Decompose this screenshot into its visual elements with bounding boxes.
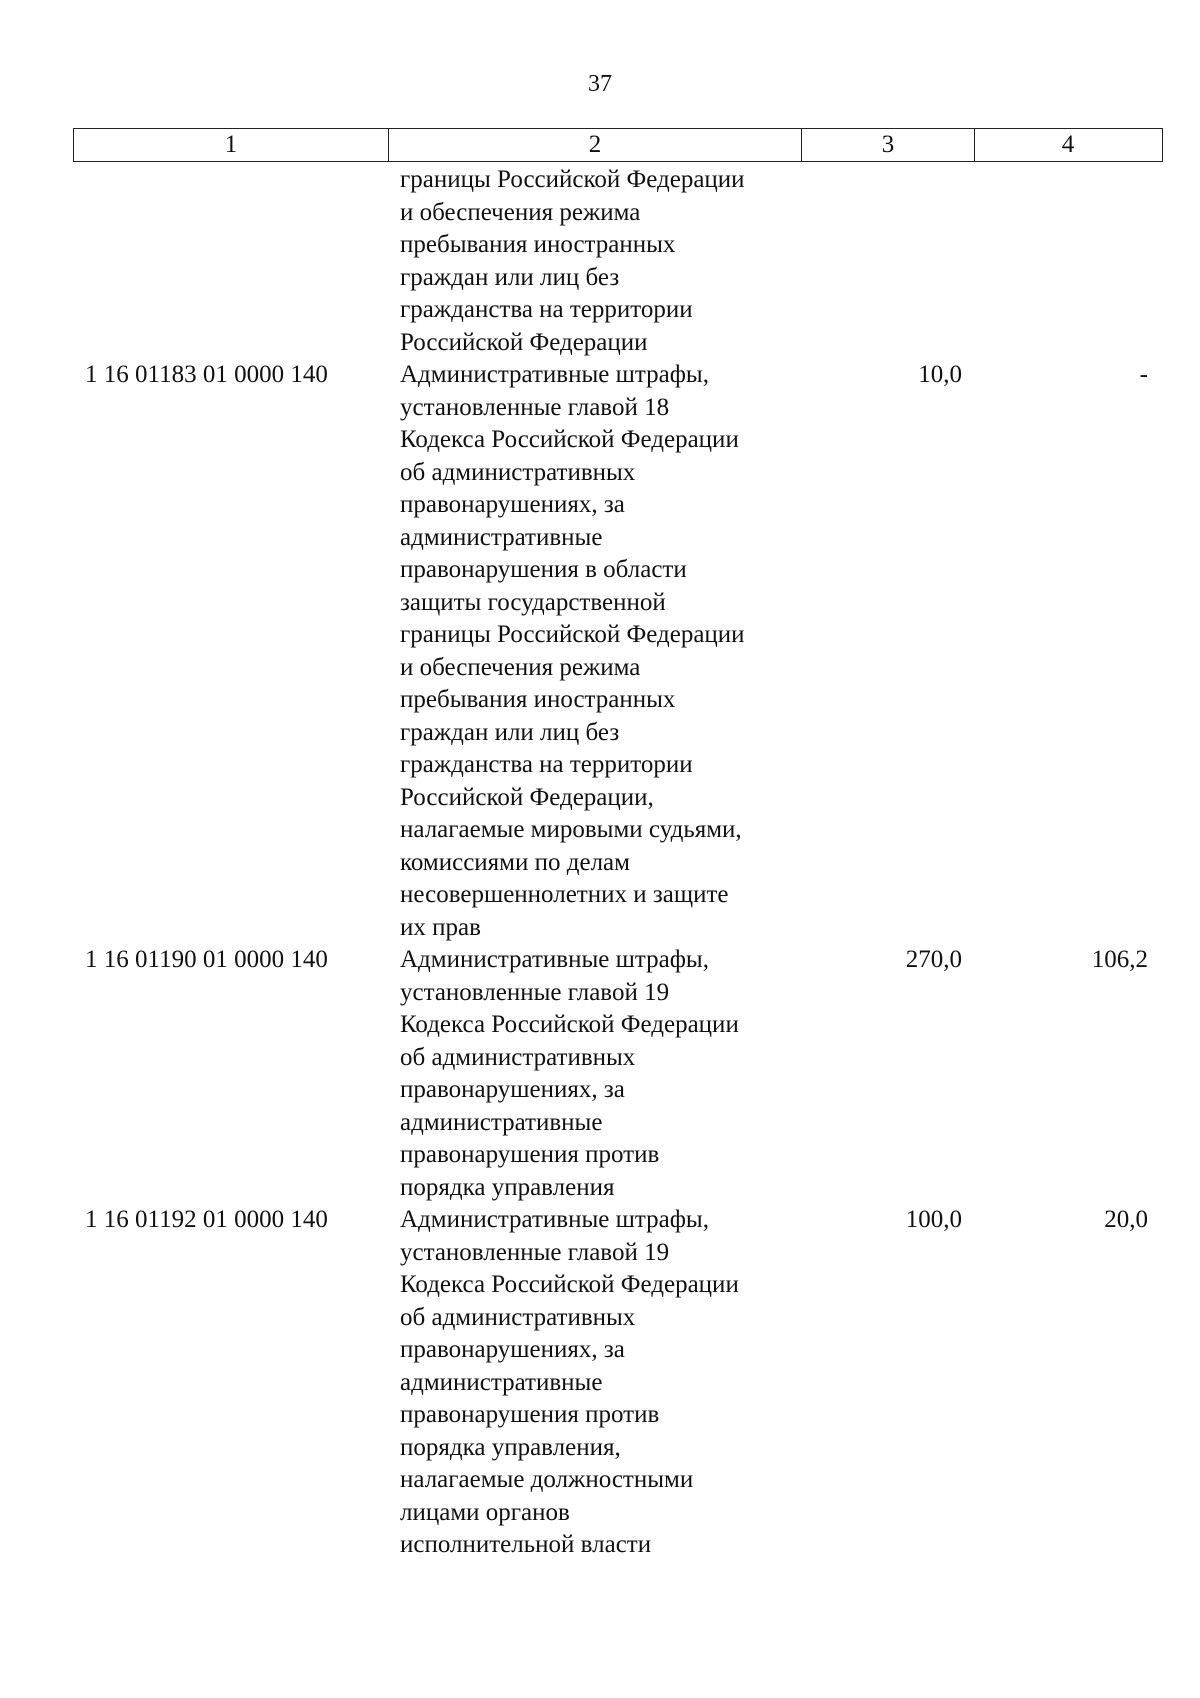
income-name-line: административные xyxy=(400,1368,603,1396)
income-name-line: об административных xyxy=(400,1303,636,1331)
income-name-line: несовершеннолетних и защите xyxy=(400,881,729,908)
income-name-line: границы Российской Федерации xyxy=(400,621,745,648)
income-name-line: правонарушения против xyxy=(400,1141,660,1168)
income-name-line: об административных xyxy=(400,1043,636,1071)
income-name-line: правонарушениях, за xyxy=(400,1076,625,1103)
income-name-line: границы Российской Федерации xyxy=(400,166,745,193)
income-name-cell xyxy=(388,359,801,944)
table-body xyxy=(73,164,1163,1562)
amount-col-3-cell: 10,0 xyxy=(918,361,962,388)
page-number: 37 xyxy=(588,71,612,97)
table-row xyxy=(73,944,1163,1204)
table-row xyxy=(73,359,1163,944)
amount-col-4-cell: 20,0 xyxy=(1104,1206,1148,1233)
amount-col-3-cell: 270,0 xyxy=(905,946,962,973)
income-name-line: Кодекса Российской Федерации xyxy=(400,1011,739,1038)
income-name-line: Российской Федерации xyxy=(400,328,648,356)
header-col-2: 2 xyxy=(389,129,802,161)
income-name-line: административные xyxy=(400,523,603,551)
income-name-line: граждан или лиц без xyxy=(400,718,620,746)
income-name-line: установленные главой 19 xyxy=(400,978,670,1006)
income-name-line: пребывания иностранных xyxy=(400,686,676,713)
header-col-3: 3 xyxy=(802,129,975,161)
income-name-line: Административные штрафы, xyxy=(400,1206,709,1233)
income-name-line: налагаемые должностными xyxy=(400,1466,694,1493)
income-name-line: пребывания иностранных xyxy=(400,231,676,258)
table-row xyxy=(73,1204,1163,1562)
header-col-4: 4 xyxy=(1061,131,1075,158)
income-name-cell xyxy=(388,944,801,1204)
table-header-row xyxy=(73,128,1163,162)
income-name-line: и обеспечения режима xyxy=(400,198,641,226)
income-name-line: граждан или лиц без xyxy=(400,263,620,291)
income-name-line: Кодекса Российской Федерации xyxy=(400,1271,739,1298)
income-name-line: правонарушениях, за xyxy=(400,491,625,518)
income-name-line: порядка управления xyxy=(400,1173,615,1201)
amount-col-3-cell: 100,0 xyxy=(905,1206,962,1233)
income-name-line: об административных xyxy=(400,458,636,486)
income-name-line: гражданства на территории xyxy=(400,296,693,323)
table-row xyxy=(73,164,1163,359)
budget-code-cell: 1 16 01190 01 0000 140 xyxy=(85,946,328,973)
income-name-line: Административные штрафы, xyxy=(400,946,709,973)
income-name-line: лицами органов xyxy=(400,1498,570,1526)
income-name-line: исполнительной власти xyxy=(400,1531,652,1558)
income-name-line: порядка управления, xyxy=(400,1433,621,1461)
income-name-line: Российской Федерации, xyxy=(400,783,654,811)
income-name-line: Кодекса Российской Федерации xyxy=(400,426,739,453)
income-name-cell xyxy=(388,1204,801,1562)
income-name-line: правонарушениях, за xyxy=(400,1336,625,1363)
header-col-1: 1 xyxy=(74,129,389,161)
income-name-line: налагаемые мировыми судьями, xyxy=(400,816,742,843)
budget-code-cell xyxy=(73,164,388,359)
income-name-line: и обеспечения режима xyxy=(400,653,641,681)
income-name-line: комиссиями по делам xyxy=(400,848,630,876)
income-name-cell xyxy=(388,164,801,359)
income-name-line: правонарушения против xyxy=(400,1401,660,1428)
income-name-line: гражданства на территории xyxy=(400,751,693,778)
amount-col-4-cell: 106,2 xyxy=(1091,946,1148,973)
income-name-line: правонарушения в области xyxy=(400,556,687,583)
budget-code-cell: 1 16 01183 01 0000 140 xyxy=(85,361,328,388)
income-name-line: установленные главой 18 xyxy=(400,393,670,421)
amount-col-4-cell xyxy=(974,164,1160,359)
income-name-line: их прав xyxy=(400,913,481,941)
amount-col-3-cell xyxy=(801,164,974,359)
income-name-line: Административные штрафы, xyxy=(400,361,709,388)
amount-col-4-cell: - xyxy=(1139,361,1148,388)
budget-code-cell: 1 16 01192 01 0000 140 xyxy=(85,1206,328,1233)
income-name-line: защиты государственной xyxy=(400,588,666,616)
income-name-line: установленные главой 19 xyxy=(400,1238,670,1266)
income-name-line: административные xyxy=(400,1108,603,1136)
